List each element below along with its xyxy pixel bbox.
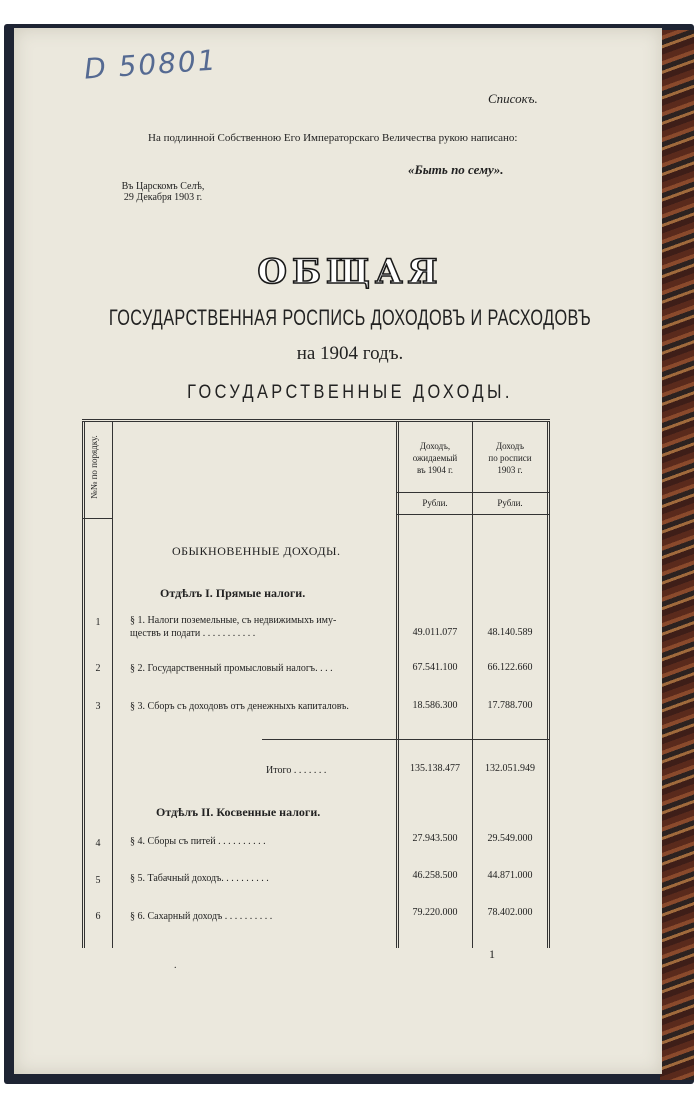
- row-number: 1: [95, 617, 101, 628]
- table-rule: [396, 514, 550, 515]
- value-expected: 79.220.000: [412, 907, 458, 918]
- header-line: въ 1904 г.: [416, 465, 454, 475]
- row-number: 6: [95, 911, 101, 922]
- table-rule: [112, 422, 113, 948]
- table-rule: [396, 422, 399, 948]
- imperial-note: На подлинной Собственною Его Императорскаго Величества рукою написано:: [148, 132, 518, 144]
- list-label: Списокъ.: [488, 91, 538, 106]
- row-item: [130, 614, 385, 640]
- total-label: Итого . . . . . . .: [266, 765, 327, 776]
- value-expected: 49.011.077: [412, 627, 458, 638]
- value-expected: 18.586.300: [412, 700, 458, 711]
- item-line: § 1. Налоги поземельные, съ недвижимыхъ иму-: [130, 615, 337, 626]
- title-section: ГОСУДАРСТВЕННЫЕ ДОХОДЫ.: [187, 382, 513, 403]
- value-budget: 17.788.700: [487, 700, 533, 711]
- value-budget: 66.122.660: [487, 662, 533, 673]
- section-indirect-taxes: Отдѣлъ II. Косвенные налоги.: [156, 805, 321, 819]
- marbled-edge: [660, 30, 694, 1080]
- title-year: на 1904 годъ.: [296, 343, 404, 364]
- archive-stamp: D 50801: [83, 43, 219, 86]
- unit-label: Рубли.: [497, 498, 523, 508]
- value-budget: 78.402.000: [487, 907, 533, 918]
- value-expected: 46.258.500: [412, 870, 458, 881]
- row-item: § 5. Табачный доходъ. . . . . . . . . .: [130, 873, 269, 884]
- value-budget: 44.871.000: [487, 870, 533, 881]
- header-line: 1903 г.: [497, 465, 523, 475]
- value-expected: 27.943.500: [412, 833, 458, 844]
- header-line: Доходъ,: [419, 441, 451, 451]
- date-line: 29 Декабря 1903 г.: [123, 192, 203, 203]
- unit-label: Рубли.: [422, 498, 448, 508]
- total-expected: 135.138.477: [410, 763, 460, 774]
- row-item: § 3. Сборъ съ доходовъ отъ денежныхъ капиталовъ.: [130, 701, 349, 712]
- value-expected: 67.541.100: [412, 662, 458, 673]
- revenue-table: [82, 419, 550, 948]
- page-number: 1: [489, 947, 495, 961]
- row-number: 5: [95, 875, 101, 886]
- section-ordinary-revenue: ОБЫКНОВЕННЫЕ ДОХОДЫ.: [172, 544, 341, 558]
- col-header-number: №№ по порядку.: [89, 435, 99, 499]
- place-line: Въ Царскомъ Селѣ,: [121, 181, 205, 192]
- header-line: по росписи: [488, 453, 532, 463]
- stray-mark: .: [174, 960, 177, 971]
- table-rule: [82, 422, 85, 948]
- row-item: § 2. Государственный промысловый налогъ. . . .: [130, 663, 333, 674]
- row-number: 4: [95, 838, 101, 849]
- table-rule: [262, 739, 550, 740]
- table-rule: [82, 518, 112, 519]
- table-rule: [396, 492, 550, 493]
- total-budget: 132.051.949: [485, 763, 535, 774]
- section-direct-taxes: Отдѣлъ I. Прямые налоги.: [160, 586, 306, 600]
- value-budget: 48.140.589: [487, 627, 533, 638]
- row-number: 2: [95, 663, 101, 674]
- col-header-expected: [400, 440, 470, 476]
- title-subtitle: ГОСУДАРСТВЕННАЯ РОСПИСЬ ДОХОДОВЪ И РАСХОДОВЪ: [108, 305, 592, 330]
- table-rule: [472, 422, 473, 948]
- table-rule: [547, 422, 550, 948]
- value-budget: 29.549.000: [487, 833, 533, 844]
- header-line: Доходъ: [495, 441, 525, 451]
- header-line: ожидаемый: [412, 453, 458, 463]
- title-main: ОБЩАЯ: [257, 252, 443, 292]
- item-line: ществъ и подати . . . . . . . . . . .: [130, 628, 256, 639]
- col-header-budget: [475, 440, 545, 476]
- place-date: [108, 181, 218, 203]
- row-item: § 6. Сахарный доходъ . . . . . . . . . .: [130, 911, 273, 922]
- row-number: 3: [95, 701, 101, 712]
- row-item: § 4. Сборы съ питей . . . . . . . . . .: [130, 836, 266, 847]
- imperial-motto: «Быть по сему».: [408, 162, 504, 177]
